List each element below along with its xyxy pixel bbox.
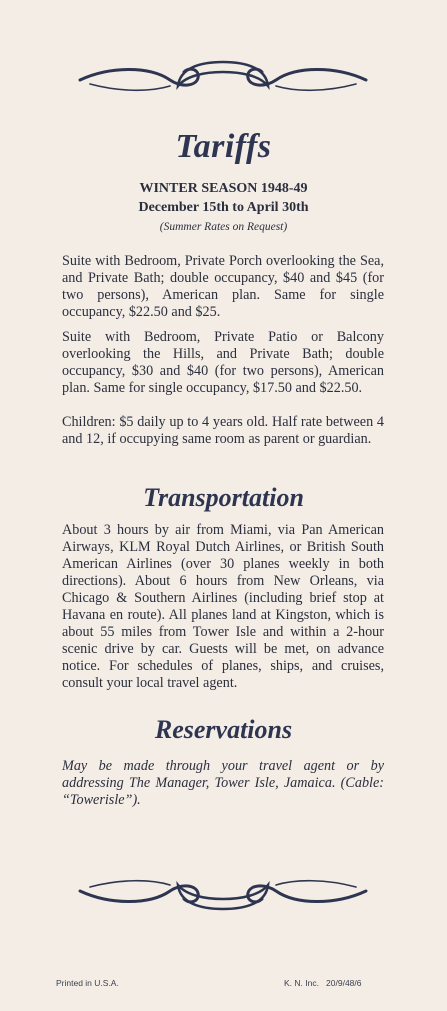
- reservations-heading: Reservations: [154, 715, 293, 744]
- season-title: WINTER SEASON 1948-49: [139, 181, 308, 196]
- print-code: K. N. Inc. 20/9/48/6: [284, 978, 362, 988]
- season-dates: December 15th to April 30th: [138, 200, 309, 215]
- top-scroll-ornament: [70, 58, 376, 98]
- tariff-paragraph-hills: Suite with Bedroom, Private Patio or Balcony overlooking the Hills, and Private Bath; double occupancy, $30 and $40 (for two persons), American plan. Same for single occupancy, $17.50 and $22.50.: [62, 329, 384, 396]
- summer-rates-note: (Summer Rates on Request): [159, 221, 288, 233]
- bottom-scroll-ornament: [70, 873, 376, 913]
- printed-in-usa: Printed in U.S.A.: [56, 978, 119, 988]
- tariff-paragraph-sea: Suite with Bedroom, Private Porch overlooking the Sea, and Private Bath; double occupancy, $40 and $45 (for two persons), American plan. Same for single occupancy, $22.50 and $25.: [62, 253, 384, 320]
- tariff-paragraph-children: Children: $5 daily up to 4 years old. Half rate between 4 and 12, if occupying same room as parent or guardian.: [62, 414, 384, 447]
- reservations-paragraph: May be made through your travel agent or by addressing The Manager, Tower Isle, Jamaica. (Cable: “Towerisle”).: [62, 758, 384, 808]
- transportation-paragraph: About 3 hours by air from Miami, via Pan American Airways, KLM Royal Dutch Airlines, or British South American Airlines (over 30 planes weekly in both directions). About 6 hours from New Orleans, via Chicago & Southern Airlines (including brief stop at Havana en route). All planes land at Kingston, which is about 55 miles from Tower Isle and within a 2-hour scenic drive by car. Guests will be met, on advance notice. For schedules of planes, ships, and cruises, consult your local travel agent.: [62, 522, 384, 691]
- tariffs-heading: Tariffs: [175, 128, 272, 165]
- transportation-heading: Transportation: [143, 483, 304, 512]
